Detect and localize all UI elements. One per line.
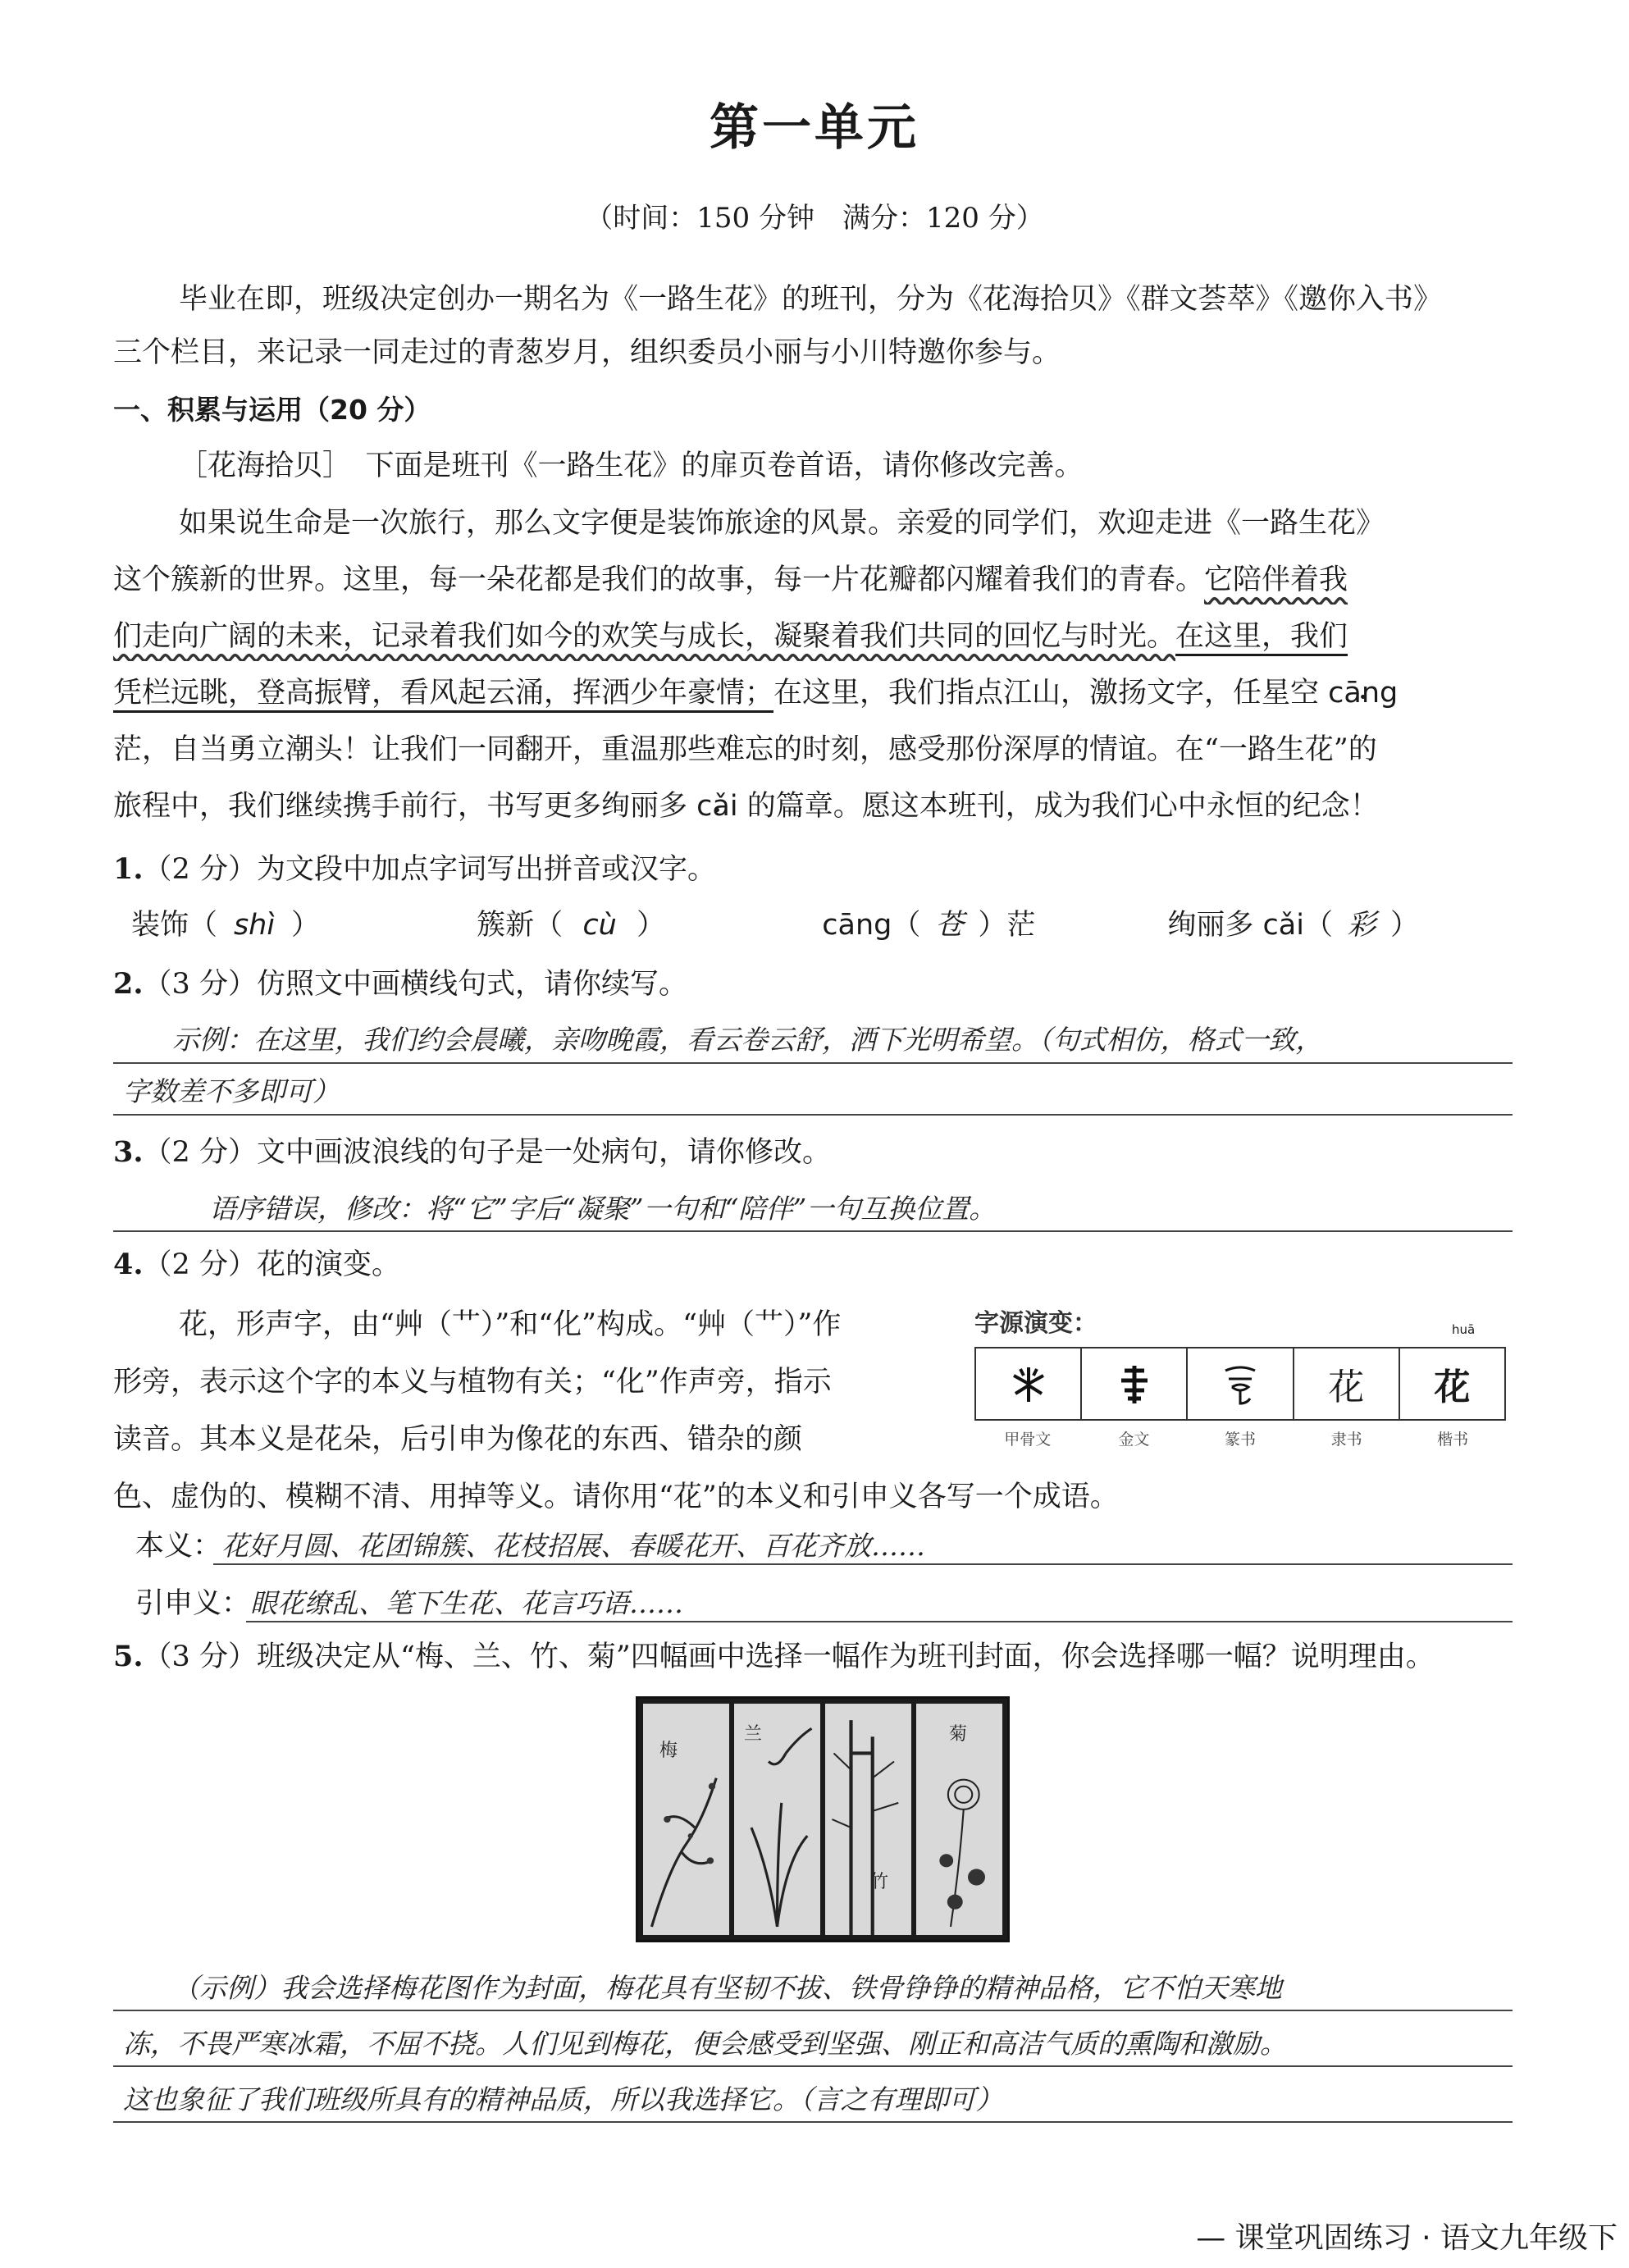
answer-rule: [113, 2010, 1513, 2011]
glyph-seal: [1188, 1348, 1294, 1419]
painting-chrysanthemum[interactable]: [916, 1704, 1002, 1935]
q4-body-4: 色、虚伪的、模糊不清、用掉等义。请你用“花”的本义和引申义各写一个成语。: [113, 1481, 1119, 1513]
glyph-label: 金文: [1118, 1431, 1150, 1449]
q1-item-4-answer[interactable]: 彩: [1347, 909, 1376, 942]
passage-line-6-text-a: 旅程中，我们继续携手前行，书写更多绚丽多: [113, 790, 697, 823]
q1-item-3-close: ）茫: [978, 909, 1036, 942]
evolution-pinyin: huā: [1452, 1322, 1476, 1337]
q4-body-3: 读音。其本义是花朵，后引申为像花的东西、错杂的颜: [113, 1423, 803, 1456]
passage-line-3: [113, 612, 1516, 661]
question-3-text: （2 分）文中画波浪线的句子是一处病句，请你修改。: [143, 1136, 831, 1169]
wavy-sentence-end: 们走向广阔的未来，记录着我们如今的欢笑与成长，凝聚着我们共同的回忆与时光。: [113, 620, 1176, 653]
q1-item-1-close: ）: [291, 909, 321, 942]
q1-item-4: [1167, 902, 1520, 943]
page-footer: — 课堂巩固练习 · 语文九年级下: [1196, 2221, 1618, 2255]
q5-answer-line-1[interactable]: （示例）我会选择梅花图作为封面，梅花具有坚韧不拔、铁骨铮铮的精神品格，它不怕天寒地: [172, 1972, 1282, 2004]
question-2-text: （3 分）仿照文中画横线句式，请你续写。: [143, 968, 687, 1001]
question-3: [113, 1128, 1516, 1177]
painting-label: 梅: [659, 1741, 678, 1761]
glyph-label: 楷书: [1437, 1431, 1469, 1449]
painting-bamboo[interactable]: [825, 1704, 911, 1935]
question-4-number: 4.: [113, 1248, 144, 1281]
q2-answer-line-1[interactable]: 示例：在这里，我们约会晨曦，亲吻晚霞，看云卷云舒，洒下光明希望。（句式相仿，格式一致，: [172, 1024, 1323, 1056]
question-2: [113, 960, 1516, 1009]
passage-line-5: 茫，自当勇立潮头！让我们一同翻开，重温那些难忘的时刻，感受那份深厚的情谊。在“一路生花”的: [113, 733, 1377, 766]
section-heading: 一、积累与运用（20 分）: [113, 394, 431, 426]
q5-answer-line-2[interactable]: 冻，不畏严寒冰霜，不屈不挠。人们见到梅花，便会感受到坚强、刚正和高洁气质的熏陶和激励。: [123, 2028, 1287, 2060]
question-3-number: 3.: [113, 1135, 144, 1169]
underlined-sentence-start: 在这里，我们: [1175, 620, 1348, 653]
q1-item-2: [477, 902, 813, 943]
question-1-text: （2 分）为文段中加点字词写出拼音或汉字。: [143, 853, 716, 886]
answer-rule: [113, 1230, 1513, 1232]
answer-rule: [246, 1621, 1513, 1622]
pinyin-cang: cāng •: [1328, 677, 1398, 710]
question-5-text: （3 分）班级决定从“梅、兰、竹、菊”四幅画中选择一幅作为班刊封面，你会选择哪一幅？说明理由。: [143, 1641, 1435, 1673]
question-5-number: 5.: [113, 1640, 144, 1673]
q3-answer[interactable]: 语序错误，修改：将“它”字后“凝聚”一句和“陪伴”一句互换位置。: [209, 1193, 997, 1225]
answer-rule: [113, 1114, 1513, 1116]
painting-plum[interactable]: [643, 1704, 729, 1935]
glyph-oracle: [976, 1348, 1082, 1419]
painting-orchid[interactable]: [734, 1704, 820, 1935]
glyph-label: 甲骨文: [1004, 1431, 1052, 1449]
underlined-sentence-end: 凭栏远眺，登高振臂，看风起云涌，挥洒少年豪情；: [113, 677, 774, 710]
passage-line-1: 如果说生命是一次旅行，那么文字便是装饰旅途的风景。亲爱的同学们，欢迎走进《一路生花》: [179, 507, 1385, 540]
question-1-answers: [131, 902, 1517, 943]
intro-line-1: 毕业在即，班级决定创办一期名为《一路生花》的班刊，分为《花海拾贝》《群文荟萃》《邀你入书》: [179, 283, 1443, 316]
glyph-regular: 花: [1434, 1367, 1471, 1408]
q1-item-2-close: ）: [637, 909, 666, 942]
glyph-labels: [974, 1427, 1506, 1449]
q1-item-3: [822, 902, 1158, 943]
intro-line-2: 三个栏目，来记录一同走过的青葱岁月，组织委员小丽与小川特邀你参与。: [113, 336, 1061, 369]
original-meaning-label: 本义：: [135, 1530, 222, 1563]
pinyin-cai: cǎi •: [696, 790, 737, 823]
question-5: [113, 1632, 1516, 1682]
q1-item-1-label: 装饰（: [131, 909, 218, 942]
evolution-title: 字源演变：: [974, 1309, 1097, 1338]
glyph-label: 篆书: [1224, 1431, 1256, 1449]
glyph-label: 隶书: [1330, 1431, 1362, 1449]
q1-item-4-label: 绚丽多 cǎi（: [1167, 909, 1333, 942]
extended-meaning-label: 引申义：: [135, 1587, 251, 1620]
answer-rule: [113, 2121, 1513, 2123]
passage-line-4-text: 在这里，我们指点江山，激扬文字，任星空: [773, 677, 1329, 710]
answer-rule: [113, 1062, 1513, 1064]
question-1: [113, 845, 1516, 894]
passage-line-4: [113, 669, 1516, 718]
q1-item-3-label: cāng（: [822, 909, 921, 942]
answer-rule: [213, 1563, 1513, 1565]
passage-line-2: [113, 555, 1516, 605]
question-4: [113, 1240, 1516, 1289]
glyph-evolution-figure: [968, 1303, 1509, 1458]
q5-answer-line-3[interactable]: 这也象征了我们班级所具有的精神品质，所以我选择它。（言之有理即可）: [123, 2083, 1003, 2115]
passage-line-6: [113, 782, 1516, 831]
passage-line-2-text: 这个簇新的世界。这里，每一朵花都是我们的故事，每一片花瓣都闪耀着我们的青春。: [113, 564, 1205, 596]
question-1-number: 1.: [113, 852, 144, 886]
q1-item-1: [131, 902, 468, 943]
q4-body-1: 花，形声字，由“艸（艹）”和“化”构成。“艸（艹）”作: [179, 1308, 842, 1341]
question-4-text: （2 分）花的演变。: [143, 1248, 400, 1281]
q1-item-4-close: ）: [1389, 909, 1419, 942]
glyph-row: [974, 1347, 1506, 1421]
original-meaning-answer[interactable]: 花好月圆、花团锦簇、花枝招展、春暖花开、百花齐放……: [221, 1530, 926, 1562]
glyph-bronze: [1082, 1348, 1188, 1419]
painting-label: 兰: [744, 1724, 763, 1745]
column-intro: ［花海拾贝］ 下面是班刊《一路生花》的扉页卷首语，请你修改完善。: [179, 449, 1084, 482]
q1-item-2-label: 簇新（: [477, 909, 564, 942]
wavy-sentence-start: 它陪伴着我: [1204, 564, 1348, 596]
extended-meaning-answer[interactable]: 眼花缭乱、笔下生花、花言巧语……: [250, 1587, 684, 1619]
exam-info: （时间：150 分钟 满分：120 分）: [585, 202, 1044, 235]
four-gentlemen-paintings: [636, 1696, 1010, 1942]
q2-answer-line-2[interactable]: 字数差不多即可）: [123, 1075, 340, 1107]
q1-item-1-answer[interactable]: shì: [233, 909, 276, 942]
painting-label: 菊: [949, 1724, 968, 1745]
q1-item-3-answer[interactable]: 苍: [934, 909, 964, 942]
painting-label: 竹: [870, 1872, 889, 1892]
passage-line-6-text-b: 的篇章。愿这本班刊，成为我们心中永恒的纪念！: [737, 790, 1379, 823]
answer-rule: [113, 2065, 1513, 2067]
question-2-number: 2.: [113, 967, 144, 1001]
page-title: 第一单元: [710, 99, 919, 157]
q1-item-2-answer[interactable]: cù: [582, 909, 617, 942]
q4-body-2: 形旁，表示这个字的本义与植物有关；“化”作声旁，指示: [113, 1366, 832, 1399]
glyph-clerical: 花: [1294, 1348, 1400, 1419]
